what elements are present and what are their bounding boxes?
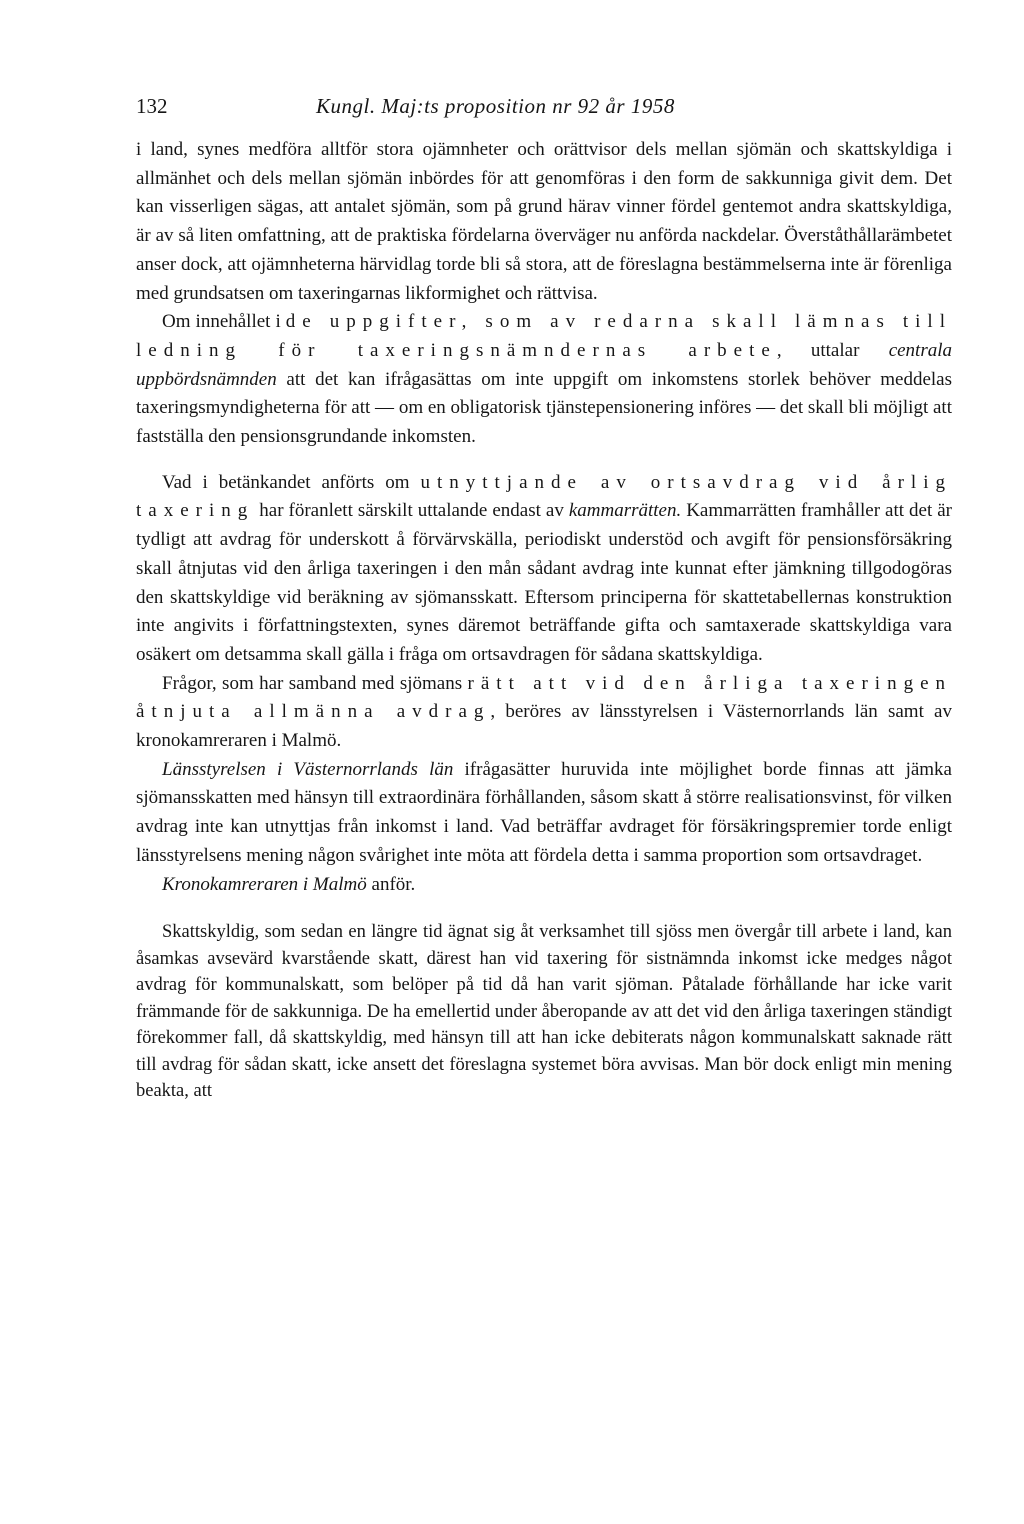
paragraph-6: Kronokamreraren i Malmö anför. bbox=[162, 873, 416, 895]
paragraph-1: i land, synes medföra alltför stora ojämnheter och orättvisor dels mellan sjömän och skattskyldiga i allmänhet och dels mellan sjömän inbördes för att genomföras i den form de sakkunniga givit dem. Det kan visserligen sägas, att antalet sjömän, som på grund härav vinner fördel gentemot andra skattskyldiga, är av så liten omfattning, att de praktiska fördelarna överväger nu anförda nackdelar. Överståthållarämbetet anser dock, att ojämnheterna härvidlag torde bli så stora, att de föreslagna bestämmelserna inte är förenliga med grundsatsen om taxeringarnas likformighet och rättvisa. bbox=[136, 139, 952, 304]
italic-name: Länsstyrelsen i Västernorrlands län bbox=[162, 758, 454, 780]
paragraph-3: Vad i betänkandet anförts om utnyttjande av ortsavdrag vid årlig taxering har föranlett särskilt uttalande endast av kammarrätten. Kammarrätten framhåller att det är tydligt att avdrag för underskott å förvärvskälla, periodiskt understöd och avgift för pensionsförsäkring skall åtnjutas vid den årliga taxeringen i den mån sådant avdrag inte kunnat efter jämkning tillgodogöras den skattskyldige vid beräkning av sjömansskatt. Eftersom principerna för skattetabellernas konstruktion inte angivits i författningstexten, synes däremot beträffande gifta och samtaxerade skattskyldiga vara osäkert om detsamma skall gälla i fråga om ortsavdragen för sådana skattskyldiga. bbox=[136, 471, 952, 665]
page-number: 132 bbox=[136, 94, 168, 118]
paragraph-7: Skattskyldig, som sedan en längre tid ägnat sig åt verksamhet till sjöss men övergår till arbete i land, kan åsamkas avsevärd kvarstående skatt, därest han vid taxering för sistnämnda inkomst icke medges något avdrag för kommunalskatt, som belöper på tid då han varit sjöman. Påtalade förhållande har icke varit främmande för de sakkunniga. De ha emellertid under åberopande av att det vid den årliga taxeringen ständigt förekommer fall, då skattskyldig, med hänsyn till att han icke debiterats någon kommunalskatt saknade rätt till avdrag för sådan skatt, icke ansett det föreslagna systemet böra avvisas. Man bör dock enligt min mening beakta, att bbox=[136, 922, 952, 1102]
running-title: Kungl. Maj:ts proposition nr 92 år 1958 bbox=[316, 94, 675, 118]
document-page bbox=[136, 88, 952, 1105]
italic-name: centrala uppbördsnämnden bbox=[136, 339, 953, 390]
paragraph-2: Om innehållet i de uppgifter, som av redarna skall lämnas till ledning för taxeringsnämndernas arbete, uttalar centrala uppbördsnämnden att det kan ifrågasättas om inte uppgift om inkomstens storlek behöver meddelas taxeringsmyndigheterna för att — om en obligatorisk tjänstepensionering införes — det skall bli möjligt att fastställa den pensionsgrundande inkomsten. bbox=[136, 311, 953, 448]
italic-name: Kronokamreraren i Malmö bbox=[162, 873, 367, 895]
paragraph-5: Länsstyrelsen i Västernorrlands län ifrågasätter huruvida inte möjlighet borde finnas att jämka sjömansskatten med hänsyn till extraordinära förhållanden, såsom skatt å större realisationsvinst, för vilken avdrag inte kan utnyttjas från inkomst i land. Vad beträffar avdraget för försäkringspremier torde enligt länsstyrelsens mening någon svårighet inte möta att fördela detta i samma proportion som ortsavdraget. bbox=[136, 758, 952, 866]
body-text bbox=[136, 136, 952, 1105]
italic-name: kammarrätten. bbox=[568, 500, 682, 522]
spaced-emphasis: utnyttjande av ortsavdrag vid årlig taxering bbox=[136, 471, 952, 522]
spaced-emphasis: rätt att vid den årliga taxeringen åtnjuta allmänna avdrag bbox=[136, 672, 952, 723]
quotation-block bbox=[136, 919, 952, 1105]
paragraph-4: Frågor, som har samband med sjömans rätt att vid den årliga taxeringen åtnjuta allmänna avdrag, beröres av länsstyrelsen i Västernorrlands län samt av kronokamreraren i Malmö. bbox=[136, 672, 952, 752]
spaced-emphasis: de uppgifter, som av redarna skall lämnas till ledning för taxeringsnämndernas arbete bbox=[136, 311, 952, 361]
running-header bbox=[136, 88, 952, 124]
